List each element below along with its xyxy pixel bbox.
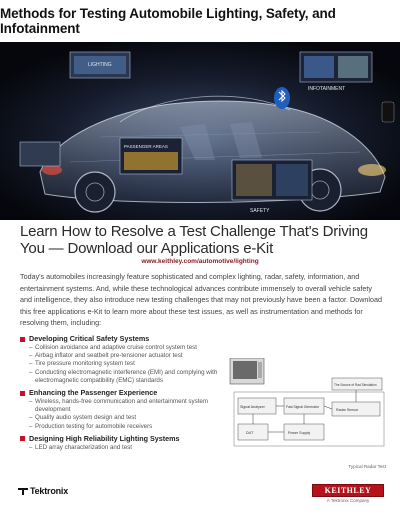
radar-test-diagram	[228, 358, 386, 458]
section-heading	[20, 334, 220, 344]
section-list	[20, 444, 220, 452]
list-item: – Tire pressure monitoring system test	[29, 360, 220, 368]
tektronix-logo	[18, 486, 68, 496]
hero-label-infotainment: INFOTAINMENT	[308, 86, 346, 92]
section-title: Developing Critical Safety Systems	[29, 334, 150, 343]
list-item: – LED array characterization and test	[29, 444, 220, 452]
red-square-bullet-icon	[20, 391, 25, 396]
section-title: Designing High Reliability Lighting Systems	[29, 433, 180, 443]
hero-image	[0, 42, 400, 220]
intro-paragraph: Today's automobiles increasingly feature sophisticated and complex lighting, radar, safety, information, and entertainment systems. And, while these technological advances contribute immensely to overall vehicle safety and intelligence, they also introduce new testing challenges that may not previously have been a factor. Download this free applications e-Kit to learn more about these test issues, as well as instrumentation and methods for resolving them, including:	[20, 272, 382, 328]
section-list	[20, 344, 220, 385]
hero-label-passenger-areas: PASSENGER AREAS	[124, 144, 168, 149]
box-signal-analyzer: Signal Analyzer	[240, 405, 265, 409]
ekit-link[interactable]: www.keithley.com/automotive/lighting	[141, 258, 259, 265]
red-square-bullet-icon	[20, 436, 25, 441]
car-xray-illustration	[0, 42, 400, 220]
list-item: – Collision avoidance and adaptive cruise control system test	[29, 344, 220, 352]
box-ref: The Source of Rad Simulation	[334, 383, 377, 387]
red-square-bullet-icon	[20, 337, 25, 342]
section-list	[20, 398, 220, 431]
hero-label-safety: SAFETY	[250, 208, 270, 214]
box-dut: DUT	[246, 431, 254, 435]
hero-label-lighting: LIGHTING	[88, 62, 112, 68]
box-fast-signal: Fast Signal Generator	[286, 405, 320, 409]
section-lighting	[20, 434, 220, 452]
box-radar: Radar Sensor	[336, 408, 359, 412]
list-item: – Conducting electromagnetic interference (EMI) and complying with electromagnetic compatibility (EMC) standards	[29, 369, 220, 385]
section-heading	[20, 388, 220, 398]
title-bar	[0, 0, 400, 42]
keithley-tagline: A Tektronix Company	[326, 498, 370, 503]
keithley-logo	[312, 484, 384, 503]
keithley-wordmark: KEITHLEY	[312, 484, 384, 497]
box-power: Power Supply	[288, 431, 311, 435]
page-title: Methods for Testing Automobile Lighting, Safety, and Infotainment	[0, 6, 336, 36]
diagram-caption: Typical Radar Test	[348, 464, 386, 469]
list-item: – Airbag inflator and seatbelt pre-tensioner actuator test	[29, 352, 220, 360]
tektronix-wordmark: Tektronix	[30, 486, 69, 496]
section-title: Enhancing the Passenger Experience	[29, 388, 158, 398]
section-heading	[20, 434, 220, 444]
section-passenger	[20, 388, 220, 431]
list-item: – Quality audio system design and test	[29, 414, 220, 422]
section-safety	[20, 334, 220, 385]
list-item: – Wireless, hands-free communication and entertainment system development	[29, 398, 220, 414]
list-item: – Production testing for automobile receivers	[29, 423, 220, 431]
topic-sections	[20, 334, 220, 455]
bluetooth-icon	[274, 87, 290, 109]
main-heading: Learn How to Resolve a Test Challenge That's Driving You — Download our Applications e-Kit	[20, 223, 368, 257]
tektronix-mark-icon	[18, 487, 28, 495]
